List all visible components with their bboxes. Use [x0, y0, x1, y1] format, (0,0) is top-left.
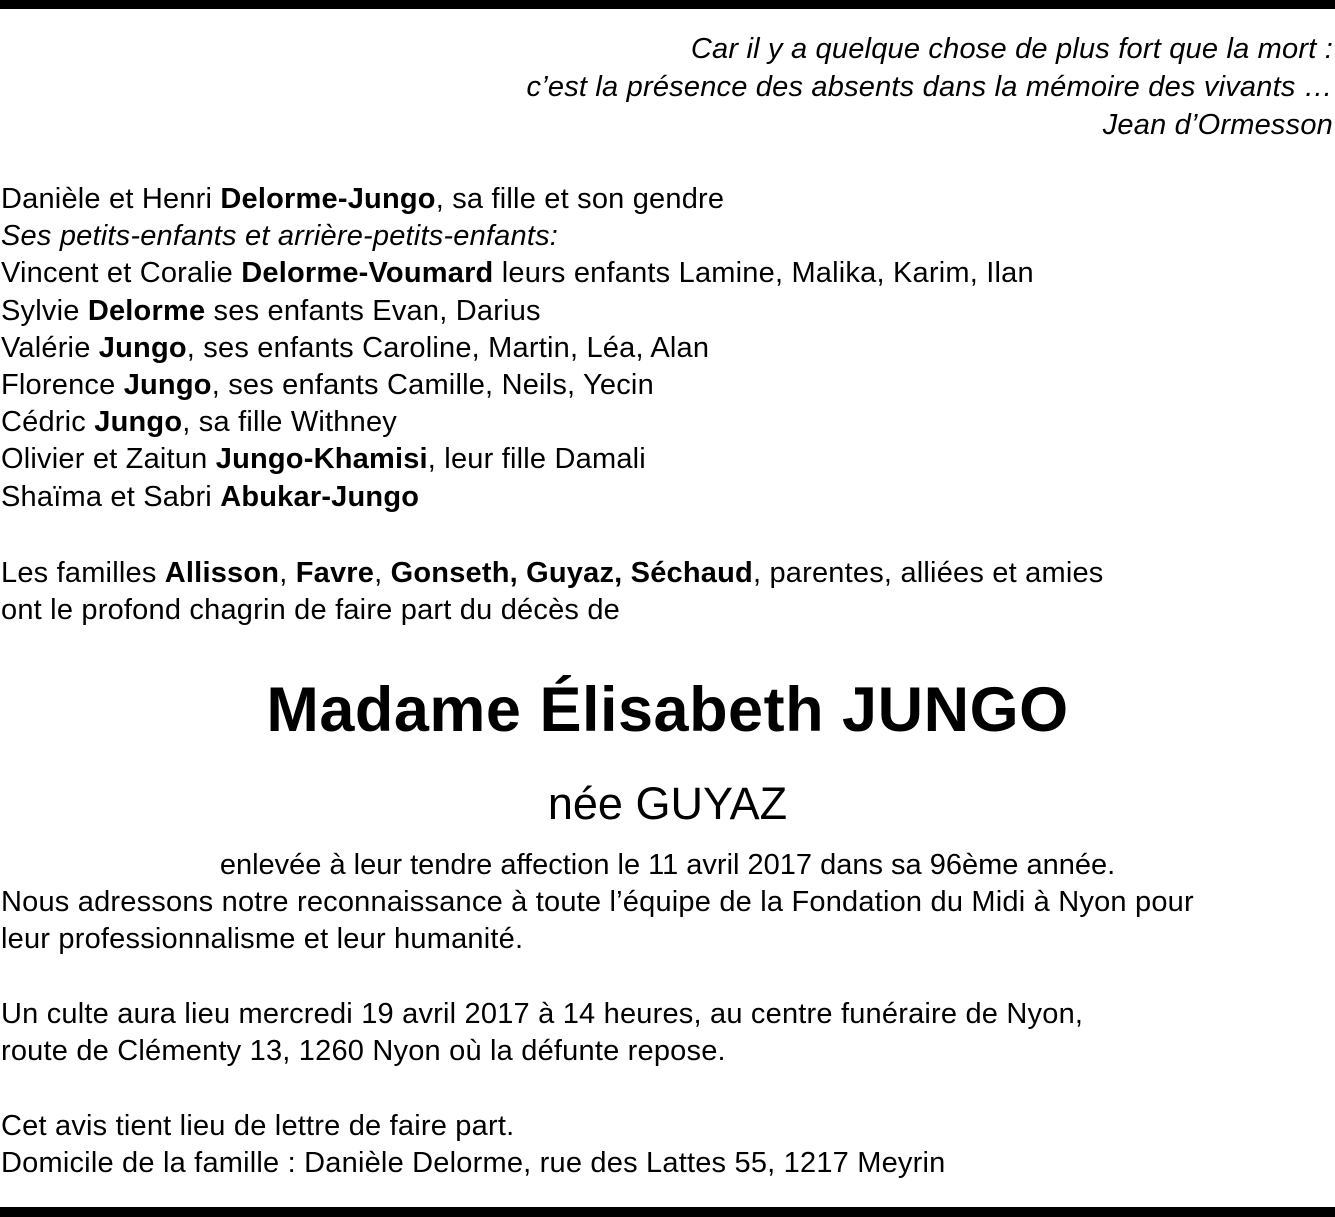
maiden-name: née GUYAZ: [547, 778, 788, 829]
announcement-line: ont le profond chagrin de faire part du décès de: [1, 594, 621, 627]
family-line: Vincent et Coralie Delorme-Voumard leurs enfants Lamine, Malika, Karim, Ilan: [1, 257, 1034, 290]
ceremony-info: [1, 996, 1083, 1070]
family-line: Valérie Jungo, ses enfants Caroline, Martin, Léa, Alan: [1, 331, 710, 364]
acknowledgement: [1, 884, 1194, 958]
family-line: Shaïma et Sabri Abukar-Jungo: [1, 480, 420, 513]
death-notice-line: enlevée à leur tendre affection le 11 avril 2017 dans sa 96ème année.: [219, 849, 1116, 881]
closing-info: [1, 1108, 945, 1182]
family-line: Cédric Jungo, sa fille Withney: [1, 406, 397, 439]
acknowledgement-line: leur professionnalisme et leur humanité.: [1, 923, 524, 956]
top-border-rule: [0, 0, 1335, 9]
epigraph-quote: [333, 30, 1333, 144]
extended-families: [1, 555, 1104, 629]
acknowledgement-line: Nous adressons notre reconnaissance à toute l’équipe de la Fondation du Midi à Nyon pour: [1, 886, 1194, 918]
ceremony-line: route de Clémenty 13, 1260 Nyon où la défunte repose.: [1, 1035, 726, 1068]
family-list: [1, 181, 1034, 516]
bottom-border-rule: [0, 1207, 1335, 1217]
ceremony-line: Un culte aura lieu mercredi 19 avril 2017 à 14 heures, au centre funéraire de Nyon,: [1, 998, 1084, 1030]
closing-line: Cet avis tient lieu de lettre de faire part.: [1, 1110, 515, 1142]
family-line: Olivier et Zaitun Jungo-Khamisi, leur fille Damali: [1, 443, 646, 476]
quote-line: Car il y a quelque chose de plus fort que la mort :: [690, 33, 1333, 65]
quote-author: Jean d’Ormesson: [1102, 109, 1333, 141]
families-line: Les familles Allisson, Favre, Gonseth, Guyaz, Séchaud, parentes, alliées et amies: [1, 557, 1104, 589]
family-line: Sylvie Delorme ses enfants Evan, Darius: [1, 294, 541, 327]
family-line: Florence Jungo, ses enfants Camille, Neils, Yecin: [1, 369, 654, 402]
grandchildren-heading: Ses petits-enfants et arrière-petits-enfants:: [1, 220, 559, 253]
deceased-name: Madame Élisabeth JUNGO: [266, 675, 1069, 745]
quote-line: c’est la présence des absents dans la mémoire des vivants …: [526, 71, 1333, 103]
family-address: Domicile de la famille : Danièle Delorme, rue des Lattes 55, 1217 Meyrin: [1, 1147, 946, 1180]
family-line: Danièle et Henri Delorme-Jungo, sa fille et son gendre: [1, 183, 725, 215]
